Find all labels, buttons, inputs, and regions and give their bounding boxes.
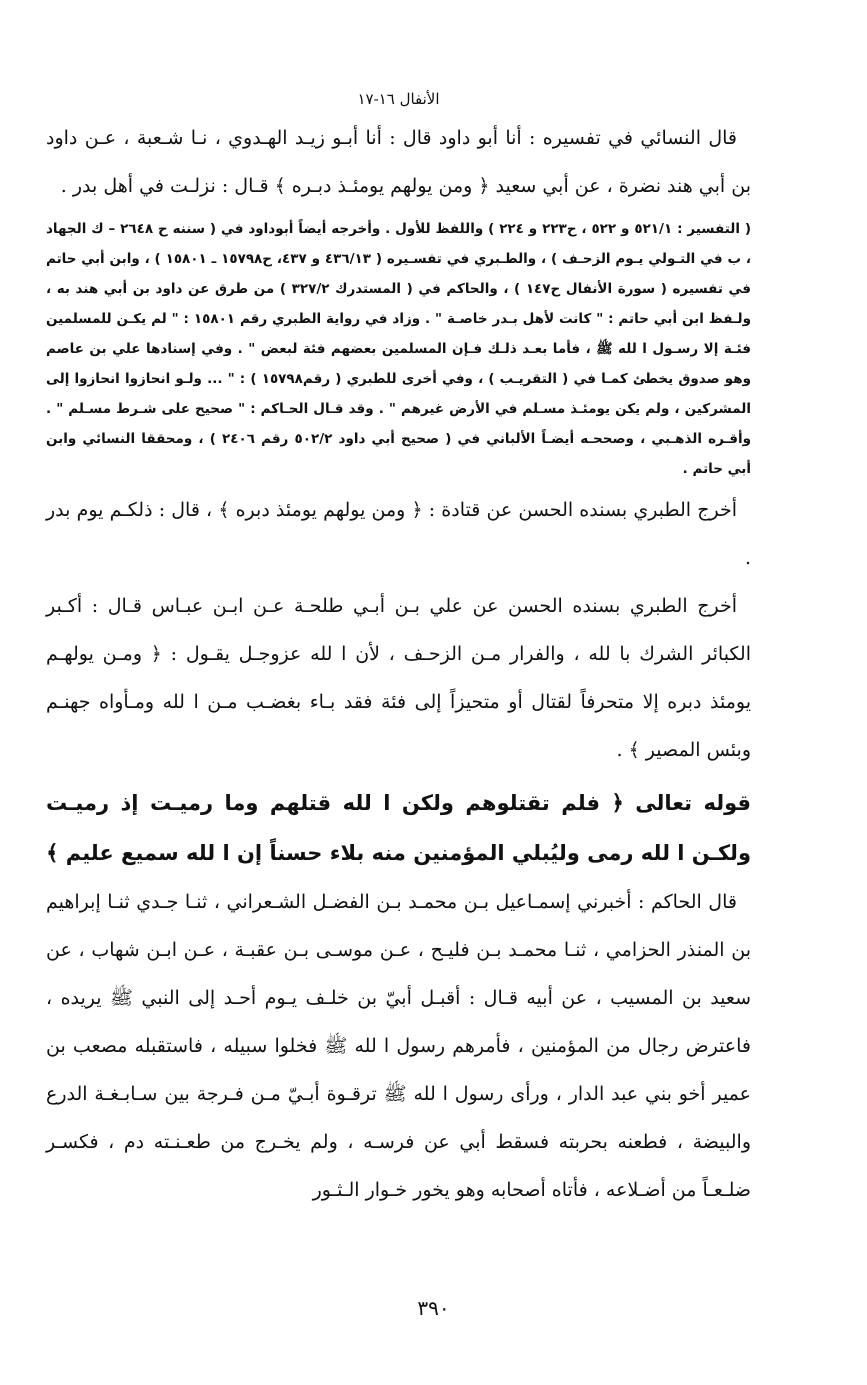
paragraph-tabari-qatada: أخرج الطبري بسنده الحسن عن قتادة : ﴿ ومن يولهم يومئذ دبره ﴾ ، قال : ذلكـم يوم بدر . <box>46 499 751 569</box>
verse-heading: قوله تعالى ﴿ فلم تقتلوهم ولكن ا لله قتلهم وما رميـت إذ رميـت ولكـن ا لله رمى وليُبلي المؤمنين منه بلاء حسناً إن ا لله سميع عليم ﴾ <box>46 791 751 865</box>
paragraph-hakim-narration: قال الحاكم : أخبرني إسمـاعيل بـن محمـد بـن الفضـل الشـعراني ، ثنـا جـدي ثنـا إبراهيم بن المنذر الحزامي ، ثنـا محمـد بـن فليـح ، عـن موسـى بـن عقبـة ، عـن ابـن شهاب ، عن سعيد بن المسيب ، عن أبيه قـال : أقبـل أبيّ بن خلـف يـوم أحـد إلى النبي ﷺ يريده ، فاعترض رجال من المؤمنين ، فأمرهم رسول ا لله ﷺ فخلوا سبيله ، فاستقبله مصعب بن عمير أخو بني عبد الدار ، ورأى رسول ا لله ﷺ ترقـوة أبـيّ مـن فـرجة بين سـابـغـة الدرع والبيضة ، فطعنه بحربته فسقط أبي عن فرسـه ، ولم يخـرج من طعـنـته دم ، فكسـر ضلـعـاً من أضـلاعه ، فأتاه أصحابه وهو يخور خـوار الـثـور <box>46 891 751 1201</box>
paragraph-tabari-ibn-abbas: أخرج الطبري بسنده الحسن عن علي بـن أبـي طلحـة عـن ابـن عبـاس قـال : أكـبر الكبائر الشرك با لله ، والفرار مـن الزحـف ، لأن ا لله عزوجـل يقـول : ﴿ ومـن يولهـم يومئذ دبره إلا متحرفاً لقتال أو متحيزاً إلى فئة فقد بـاء بغضـب مـن ا لله ومـأواه جهنـم وبئس المصير ﴾ . <box>46 595 751 761</box>
running-header: الأنفال ١٦-١٧ <box>357 90 440 108</box>
footnote-takhrij: ( التفسير : ٥٢١/١ و ٥٢٢ ، ح٢٢٣ و ٢٢٤ ) واللفظ للأول . وأخرجه أيضاً أبوداود في ( سننه ح ٢٦٤٨ – ك الجهاد ، ب في التـولي يـوم الزحـف ) ، والطـبري في تفسـيره ( ٤٣٦/١٣ و ٤٣٧، ح١٥٧٩٨ ـ ١٥٨٠١ ) ، وابن أبي حاتم في تفسيره ( سورة الأنفال ح١٤٧ ) ، والحاكم في ( المستدرك ٣٢٧/٢ ) من طرق عن داود بن أبي هند به ، ولـفظ ابن أبي حاتم : " كانت لأهل بـدر خاصـة " . وزاد في رواية الطبري رقم ١٥٨٠١ : " لم يكـن للمسلمين فئـة إلا رسـول ا لله ﷺ ، فأما بعـد ذلـك فـإن المسلمين بعضهم فئة لبعض " . وفي إسنادها علي بن عاصم وهو صدوق يخطئ كمـا في ( التقريـب ) ، وفي أخرى للطبري ( رقم١٥٧٩٨ ) : " ... ولـو انحازوا انحازوا إلى المشركين ، ولم يكن يومئـذ مسـلم في الأرض غيرهم " . وقد قـال الحـاكم : " صحيح على شـرط مسـلم " . وأقـره الذهـبي ، وصححـه أيضـاً الألباني في ( صحيح أبي داود ٥٠٢/٢ رقم ٢٤٠٦ ) ، ومحققا النسائي وابن أبي حاتم . <box>46 221 752 477</box>
paragraph-nasai-narration: قال النسائي في تفسيره : أنا أبو داود قال : أنا أبـو زيـد الهـدوي ، نـا شـعبة ، عـن داود بن أبي هند نضرة ، عن أبي سعيد ﴿ ومن يولهم يومئـذ دبـره ﴾ قـال : نزلـت في أهل بدر . <box>46 127 751 197</box>
page-body <box>46 88 751 1214</box>
page-number: ٣٩٠ <box>417 1296 450 1320</box>
